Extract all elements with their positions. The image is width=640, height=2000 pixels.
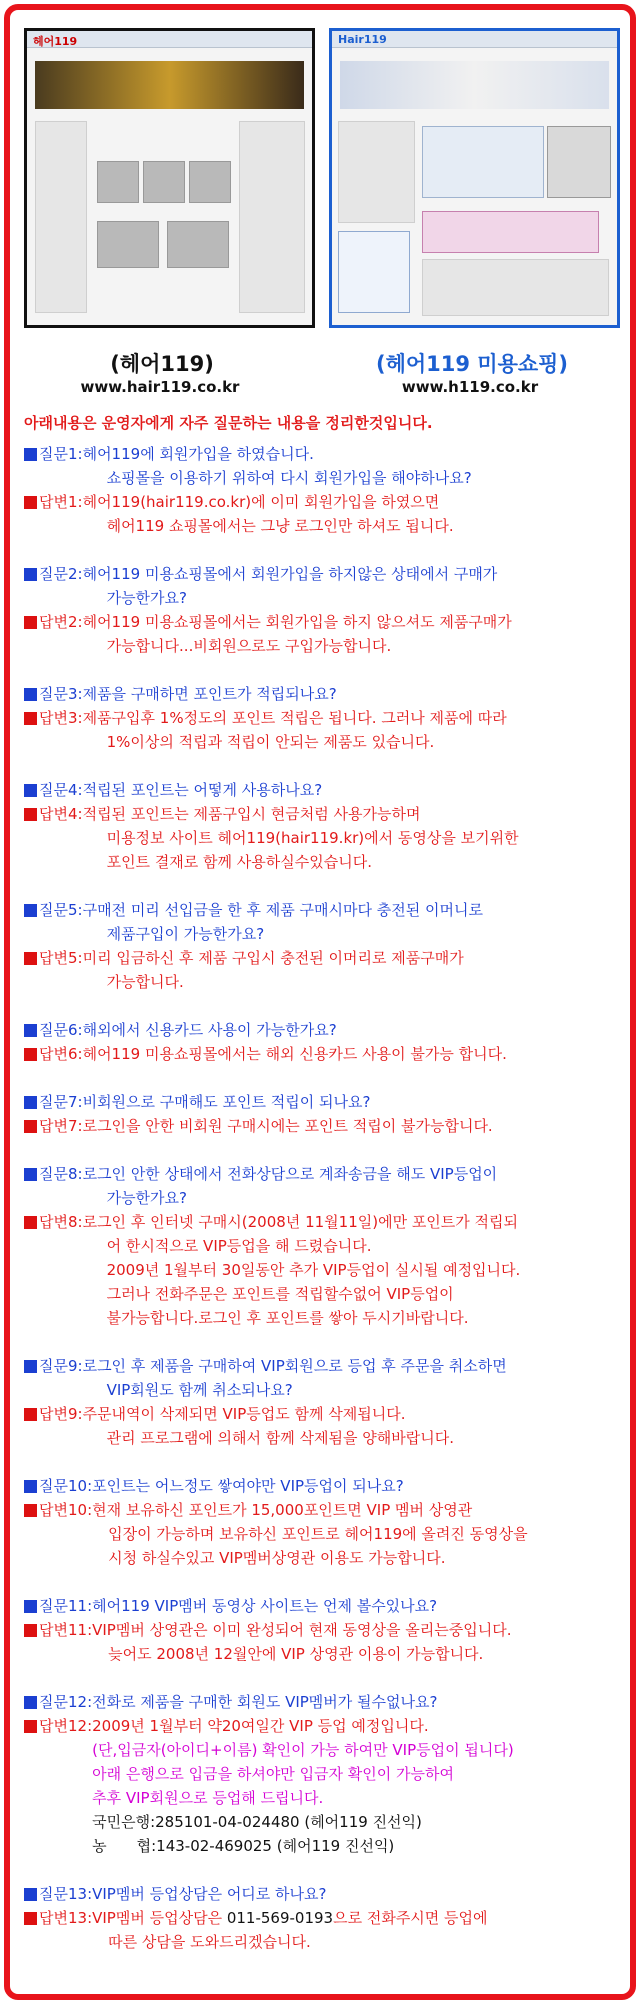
bullet-square-red-icon	[24, 1120, 37, 1133]
answer-line: 주문내역이 삭제되면 VIP등업도 함께 삭제됩니다.	[82, 1405, 406, 1423]
faq-item	[24, 442, 624, 538]
question-prefix: 질문12:	[39, 1693, 93, 1711]
answer-line: 어 한시적으로 VIP등업을 해 드렸습니다.	[106, 1237, 372, 1255]
question-text	[92, 1690, 437, 1714]
bullet-square-blue-icon	[24, 1888, 37, 1901]
question-line: 로그인 안한 상태에서 전화상담으로 계좌송금을 해도 VIP등업이	[82, 1165, 498, 1183]
site-url-h119[interactable]: www.h119.co.kr	[401, 378, 539, 396]
faq-answer	[24, 1210, 624, 1330]
answer-prefix: 답변2:	[39, 613, 83, 631]
answer-line: 헤어119 쇼핑몰에서는 그냥 로그인만 하셔도 됩니다.	[106, 517, 454, 535]
faq-item	[24, 1090, 624, 1138]
bullet-square-blue-icon	[24, 1360, 37, 1373]
faq-answer	[24, 1906, 624, 1954]
answer-text	[83, 610, 512, 658]
question-text	[83, 898, 483, 946]
question-line: 비회원으로 구매해도 포인트 적립이 되나요?	[82, 1093, 371, 1111]
answer-line: 관리 프로그램에 의해서 함께 삭제됨을 양해바랍니다.	[106, 1429, 454, 1447]
site-url-hair119[interactable]: www.hair119.co.kr	[80, 378, 240, 396]
question-text	[83, 682, 337, 706]
answer-text	[92, 1618, 511, 1666]
faq-item	[24, 1162, 624, 1330]
answer-line: 1%이상의 적립과 적립이 안되는 제품도 있습니다.	[106, 733, 435, 751]
answer-line: 입장이 가능하며 보유하신 포인트로 헤어119에 올려진 동영상을	[108, 1525, 528, 1543]
question-line: 쇼핑몰을 이용하기 위하여 다시 회원가입을 해야하나요?	[106, 469, 472, 487]
faq-question	[24, 442, 624, 490]
faq-answer	[24, 1714, 624, 1858]
answer-line: 가능합니다...비회원으로도 구입가능합니다.	[106, 637, 392, 655]
bullet-square-red-icon	[24, 808, 37, 821]
answer-text	[83, 1042, 507, 1066]
answer-part: 으로 전화주시면 등업에	[333, 1909, 488, 1927]
notice-box	[422, 259, 609, 316]
answer-line: 불가능합니다.로그인 후 포인트를 쌓아 두시기바랍니다.	[106, 1309, 469, 1327]
thumb	[97, 161, 139, 203]
question-prefix: 질문2:	[39, 565, 83, 583]
faq-item	[24, 1690, 624, 1858]
faq-question	[24, 1882, 624, 1906]
faq-item	[24, 898, 624, 994]
answer-text	[83, 802, 519, 874]
question-prefix: 질문7:	[39, 1093, 83, 1111]
answer-line: 미용정보 사이트 헤어119(hair119.kr)에서 동영상을 보기위한	[106, 829, 519, 847]
answer-text	[92, 1498, 528, 1570]
faq-answer	[24, 802, 624, 874]
site-logo: Hair119	[338, 33, 387, 46]
question-prefix: 질문10:	[39, 1477, 93, 1495]
question-text	[83, 778, 323, 802]
product-image	[547, 126, 611, 198]
answer-line: 제품구입후 1%정도의 포인트 적립은 됩니다. 그러나 제품에 따라	[82, 709, 507, 727]
question-prefix: 질문3:	[39, 685, 83, 703]
faq-item	[24, 1474, 624, 1570]
answer-prefix: 답변6:	[39, 1045, 83, 1063]
thumb	[143, 161, 185, 203]
answer-text	[83, 706, 507, 754]
answer-line: 그러나 전화주문은 포인트를 적립할수없어 VIP등업이	[106, 1285, 454, 1303]
bank-account-line: 국민은행:285101-04-024480 (헤어119 진선익)	[92, 1813, 422, 1831]
faq-question	[24, 1090, 624, 1114]
question-prefix: 질문5:	[39, 901, 83, 919]
faq-question	[24, 1018, 624, 1042]
faq-item	[24, 1354, 624, 1450]
faq-answer	[24, 1618, 624, 1666]
question-line: 가능한가요?	[106, 1189, 187, 1207]
question-line: 구매전 미리 선입금을 한 후 제품 구매시마다 충전된 이머니로	[82, 901, 483, 919]
answer-line: 따른 상담을 도와드리겠습니다.	[108, 1933, 311, 1951]
faq-item	[24, 778, 624, 874]
faq-question	[24, 562, 624, 610]
faq-question	[24, 1354, 624, 1402]
question-prefix: 질문9:	[39, 1357, 83, 1375]
brand-shop-box	[338, 231, 410, 313]
answer-line: 헤어119 미용쇼핑몰에서는 회원가입을 하지 않으셔도 제품구매가	[82, 613, 512, 631]
site-banner	[340, 61, 609, 109]
right-column	[239, 121, 305, 313]
answer-line: 늦어도 2008년 12월안에 VIP 상영관 이용이 가능합니다.	[108, 1645, 484, 1663]
answer-line: VIP멤버 상영관은 이미 완성되어 현재 동영상을 올리는중입니다.	[92, 1621, 512, 1639]
answer-prefix: 답변7:	[39, 1117, 83, 1135]
question-text	[92, 1882, 326, 1906]
answer-prefix: 답변5:	[39, 949, 83, 967]
answer-text	[83, 1210, 521, 1330]
product-banner	[422, 126, 544, 198]
question-line: 제품을 구매하면 포인트가 적립되나요?	[82, 685, 337, 703]
answer-line: 미리 입금하신 후 제품 구입시 충전된 이머리로 제품구매가	[82, 949, 464, 967]
answer-text	[92, 1714, 514, 1858]
question-line: 제품구입이 가능한가요?	[106, 925, 265, 943]
answer-note-line: (단,입금자(아이디+이름) 확인이 가능 하여만 VIP등업이 됩니다)	[92, 1741, 514, 1759]
bullet-square-red-icon	[24, 1408, 37, 1421]
h119-site-screenshot[interactable]	[329, 28, 620, 328]
bullet-square-red-icon	[24, 616, 37, 629]
answer-line: 로그인을 안한 비회원 구매시에는 포인트 적립이 불가능합니다.	[82, 1117, 493, 1135]
faq-item	[24, 1594, 624, 1666]
answer-line: 헤어119 미용쇼핑몰에서는 해외 신용카드 사용이 불가능 합니다.	[82, 1045, 507, 1063]
answer-line: 2009년 1월부터 30일동안 추가 VIP등업이 실시될 예정입니다.	[106, 1261, 521, 1279]
question-prefix: 질문1:	[39, 445, 83, 463]
question-line: 헤어119 미용쇼핑몰에서 회원가입을 하지않은 상태에서 구매가	[82, 565, 498, 583]
bullet-square-red-icon	[24, 1720, 37, 1733]
faq-answer	[24, 946, 624, 994]
bullet-square-red-icon	[24, 1504, 37, 1517]
answer-line: 가능합니다.	[106, 973, 184, 991]
faq-question	[24, 1162, 624, 1210]
promo-banner	[422, 211, 599, 253]
answer-line: 포인트 결재로 함께 사용하실수있습니다.	[106, 853, 372, 871]
question-line: 로그인 후 제품을 구매하여 VIP회원으로 등업 후 주문을 취소하면	[82, 1357, 507, 1375]
answer-prefix: 답변4:	[39, 805, 83, 823]
faq-question	[24, 1690, 624, 1714]
bullet-square-blue-icon	[24, 1096, 37, 1109]
answer-line: 시청 하실수있고 VIP멤버상영관 이용도 가능합니다.	[108, 1549, 446, 1567]
answer-line: 적립된 포인트는 제품구입시 현금처럼 사용가능하며	[82, 805, 421, 823]
answer-prefix: 답변11:	[39, 1621, 93, 1639]
site-name-hair119: (헤어119)	[110, 352, 214, 376]
faq-item	[24, 682, 624, 754]
side-menu	[338, 121, 415, 223]
bullet-square-red-icon	[24, 496, 37, 509]
question-line: 가능한가요?	[106, 589, 187, 607]
faq-answer	[24, 1498, 624, 1570]
question-text	[83, 1162, 498, 1210]
bullet-square-red-icon	[24, 952, 37, 965]
answer-prefix: 답변12:	[39, 1717, 93, 1735]
answer-text	[83, 1114, 493, 1138]
faq-question	[24, 1594, 624, 1618]
question-line: 헤어119에 회원가입을 하였습니다.	[82, 445, 314, 463]
answer-prefix: 답변8:	[39, 1213, 83, 1231]
answer-prefix: 답변3:	[39, 709, 83, 727]
faq-question	[24, 898, 624, 946]
thumb	[189, 161, 231, 203]
bullet-square-blue-icon	[24, 448, 37, 461]
answer-line: 현재 보유하신 포인트가 15,000포인트면 VIP 멤버 상영관	[92, 1501, 473, 1519]
bullet-square-blue-icon	[24, 784, 37, 797]
faq-list	[24, 442, 624, 1978]
question-line: 해외에서 신용카드 사용이 가능한가요?	[82, 1021, 337, 1039]
answer-line: 헤어119(hair119.co.kr)에 이미 회원가입을 하였으면	[82, 493, 440, 511]
question-line: 헤어119 VIP멤버 동영상 사이트는 언제 볼수있나요?	[92, 1597, 438, 1615]
site-logo: 헤어119	[33, 35, 78, 48]
answer-line	[92, 1906, 487, 1930]
thumb	[167, 221, 229, 268]
site-name-h119: (헤어119 미용쇼핑)	[375, 352, 569, 376]
bullet-square-red-icon	[24, 1048, 37, 1061]
faq-answer	[24, 490, 624, 538]
site-screenshots	[24, 28, 624, 328]
bullet-square-blue-icon	[24, 688, 37, 701]
bank-account-line: 농 협:143-02-469025 (헤어119 진선익)	[92, 1837, 395, 1855]
bullet-square-blue-icon	[24, 1696, 37, 1709]
answer-text	[83, 946, 464, 994]
thumb	[97, 221, 159, 268]
side-column	[35, 121, 87, 313]
hair119-site-screenshot[interactable]	[24, 28, 315, 328]
bullet-square-blue-icon	[24, 1600, 37, 1613]
question-prefix: 질문11:	[39, 1597, 93, 1615]
bullet-square-blue-icon	[24, 1480, 37, 1493]
answer-prefix: 답변1:	[39, 493, 83, 511]
question-prefix: 질문4:	[39, 781, 83, 799]
answer-note-line: 아래 은행으로 입금을 하셔야만 입금자 확인이 가능하여	[92, 1765, 455, 1783]
faq-answer	[24, 1402, 624, 1450]
phone-number[interactable]: 011-569-0193	[226, 1909, 334, 1927]
faq-question	[24, 682, 624, 706]
answer-text	[83, 490, 454, 538]
question-text	[83, 1354, 507, 1402]
question-line: 포인트는 어느정도 쌓여야만 VIP등업이 되나요?	[92, 1477, 404, 1495]
faq-answer	[24, 706, 624, 754]
bullet-square-blue-icon	[24, 568, 37, 581]
answer-prefix: 답변9:	[39, 1405, 83, 1423]
bullet-square-blue-icon	[24, 904, 37, 917]
faq-item	[24, 1882, 624, 1954]
answer-note-line: 추후 VIP회원으로 등업해 드립니다.	[92, 1789, 324, 1807]
question-prefix: 질문13:	[39, 1885, 93, 1903]
faq-answer	[24, 1042, 624, 1066]
faq-item	[24, 562, 624, 658]
faq-question	[24, 778, 624, 802]
question-line: VIP회원도 함께 취소되나요?	[106, 1381, 293, 1399]
question-text	[92, 1594, 437, 1618]
intro-text: 아래내용은 운영자에게 자주 질문하는 내용을 정리한것입니다.	[24, 414, 433, 432]
faq-question	[24, 1474, 624, 1498]
question-line: 적립된 포인트는 어떻게 사용하나요?	[82, 781, 323, 799]
question-text	[83, 442, 472, 490]
bullet-square-red-icon	[24, 1216, 37, 1229]
answer-line: 로그인 후 인터넷 구매시(2008년 11월11일)에만 포인트가 적립되	[82, 1213, 519, 1231]
site-banner	[35, 61, 304, 109]
faq-answer	[24, 1114, 624, 1138]
question-text	[92, 1474, 404, 1498]
bullet-square-red-icon	[24, 1624, 37, 1637]
question-text	[83, 1090, 371, 1114]
answer-part: VIP멤버 등업상담은	[92, 1909, 227, 1927]
bullet-square-red-icon	[24, 712, 37, 725]
bullet-square-red-icon	[24, 1912, 37, 1925]
question-line: VIP멤버 등업상담은 어디로 하나요?	[92, 1885, 327, 1903]
answer-text	[92, 1906, 487, 1954]
faq-item	[24, 1018, 624, 1066]
question-prefix: 질문8:	[39, 1165, 83, 1183]
question-text	[83, 1018, 337, 1042]
question-prefix: 질문6:	[39, 1021, 83, 1039]
answer-line: 2009년 1월부터 약20여일간 VIP 등업 예정입니다.	[92, 1717, 429, 1735]
bullet-square-blue-icon	[24, 1024, 37, 1037]
answer-text	[83, 1402, 454, 1450]
question-line: 전화로 제품을 구매한 회원도 VIP멤버가 될수없나요?	[92, 1693, 438, 1711]
faq-answer	[24, 610, 624, 658]
answer-prefix: 답변10:	[39, 1501, 93, 1519]
question-text	[83, 562, 498, 610]
bullet-square-blue-icon	[24, 1168, 37, 1181]
answer-prefix: 답변13:	[39, 1909, 93, 1927]
